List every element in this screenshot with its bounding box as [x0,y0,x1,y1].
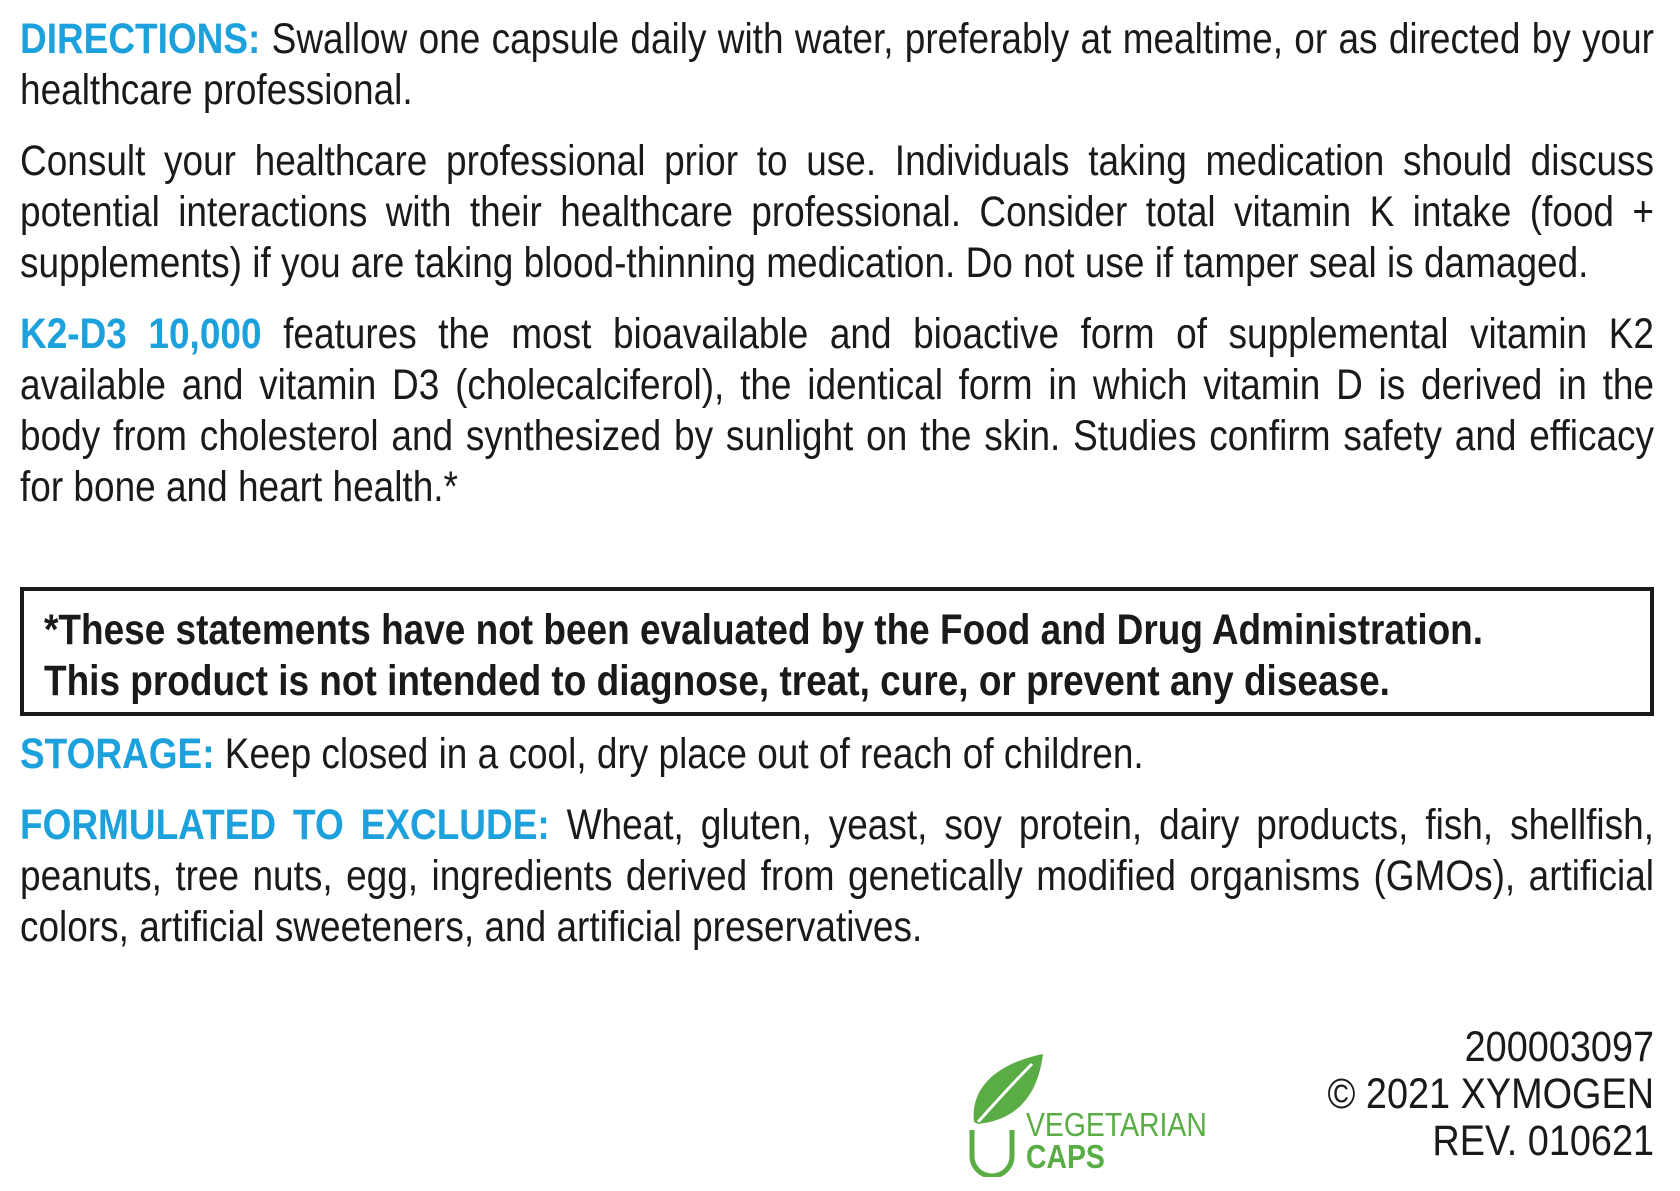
product-name: K2-D3 10,000 [20,310,262,358]
copyright-text: © 2021 XYMOGEN [1327,1070,1654,1118]
label-upper-panel [20,14,1654,533]
directions-text: Swallow one capsule daily with water, preferably at mealtime, or as directed by your healthcare professional. [20,15,1654,114]
product-description-paragraph [20,309,1654,513]
disclaimer-line-2: This product is not intended to diagnose, treat, cure, or prevent any disease. [44,657,1390,705]
consult-paragraph: Consult your healthcare professional prior to use. Individuals taking medication should discuss potential interactions with their healthcare professional. Consider total vitamin K intake (food + supplements) if you are taking blood-thinning medication. Do not use if tamper seal is damaged. [20,137,1654,287]
disclaimer-line-1: *These statements have not been evaluated by the Food and Drug Administration. [44,606,1484,654]
vegetarian-caps-badge [966,1052,1226,1177]
vegetarian-label: VEGETARIAN [1026,1106,1207,1143]
exclusions-heading: FORMULATED TO EXCLUDE: [20,801,550,849]
product-code: 200003097 [1464,1023,1654,1071]
exclusions-paragraph [20,800,1654,953]
revision-text: REV. 010621 [1432,1117,1654,1165]
vegetarian-caps-label [1026,1106,1207,1175]
product-description-text: features the most bioavailable and bioactive form of supplemental vitamin K2 available and vitamin D3 (cholecalciferol), the identical form in which vitamin D is derived in the body from cholesterol and synthesized by sunlight on the skin. Studies confirm safety and efficacy for bone and heart health.* [20,310,1654,511]
storage-paragraph [20,729,1654,780]
caps-label: CAPS [1026,1138,1105,1175]
fda-disclaimer-box [20,587,1654,716]
label-lower-panel [20,729,1654,973]
storage-text: Keep closed in a cool, dry place out of reach of children. [214,730,1144,778]
fda-disclaimer-text [44,605,1483,707]
exclusions-text: Wheat, gluten, yeast, soy protein, dairy products, fish, shellfish, peanuts, tree nuts, egg, ingredients derived from genetically modified organisms (GMOs), artificial colors, artificial sweeteners, and artificial preservatives. [20,801,1654,951]
directions-paragraph [20,14,1654,116]
storage-heading: STORAGE: [20,730,215,778]
footer-info [1283,1024,1654,1165]
directions-heading: DIRECTIONS: [20,15,261,63]
